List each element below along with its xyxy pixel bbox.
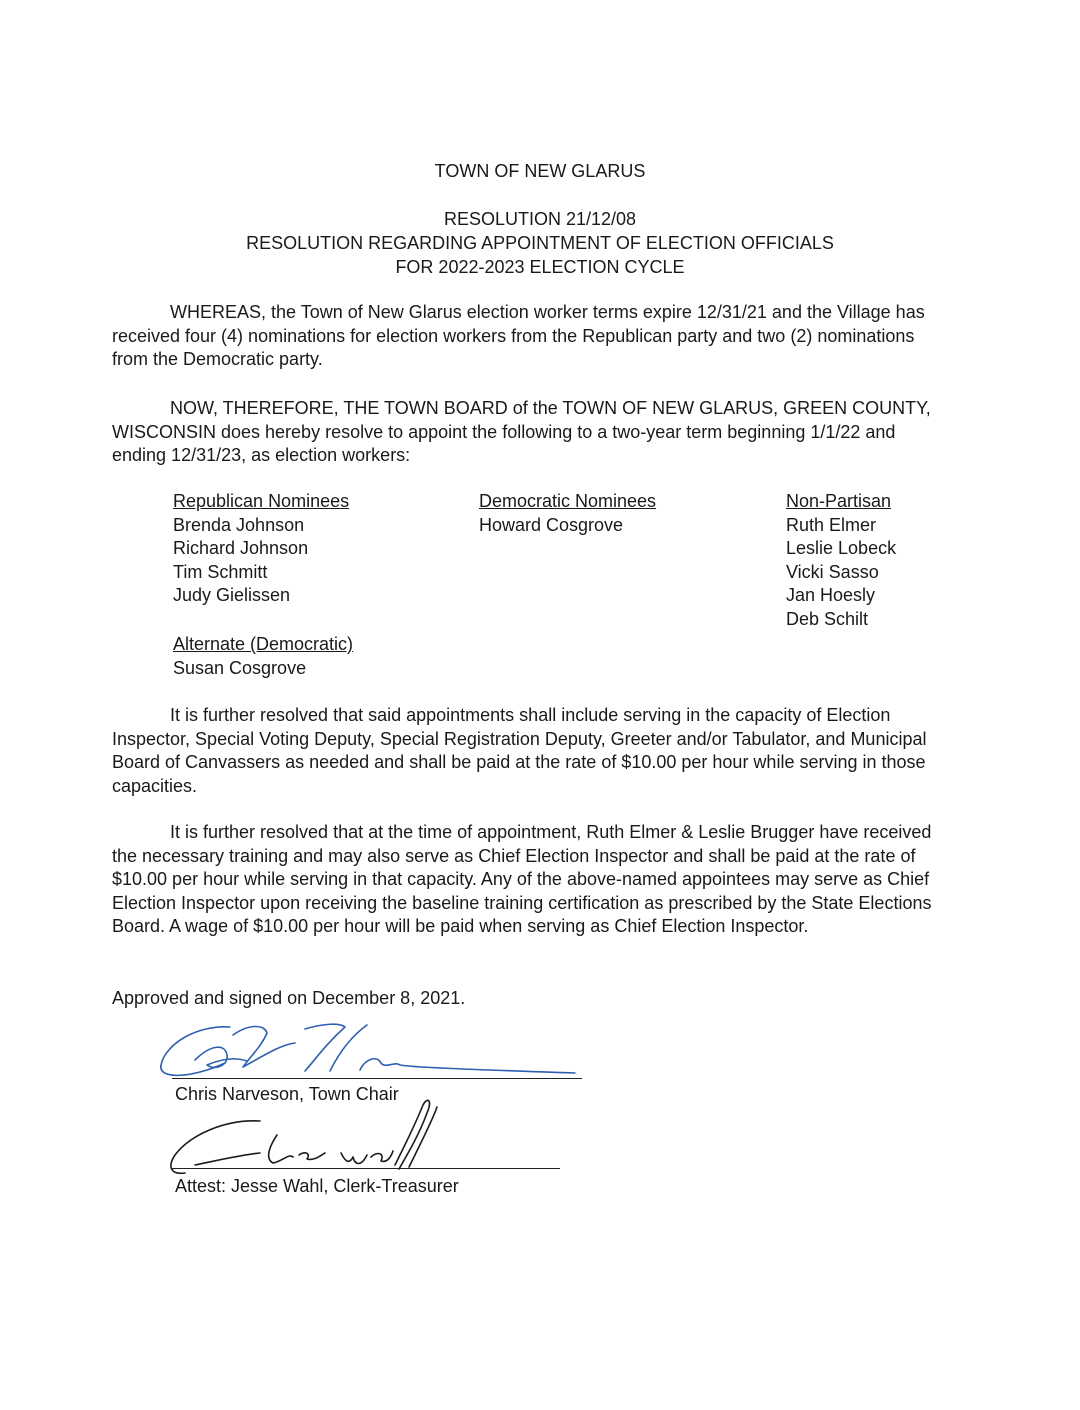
alternate-heading: Alternate (Democratic) bbox=[173, 634, 354, 654]
list-item: Susan Cosgrove bbox=[173, 657, 307, 678]
clerk-label: Attest: Jesse Wahl, Clerk-Treasurer bbox=[175, 1176, 459, 1196]
list-item: Richard Johnson bbox=[173, 538, 309, 558]
republican-nominees-heading: Republican Nominees bbox=[173, 491, 350, 511]
republican-nominees-list bbox=[173, 490, 349, 608]
list-item: Howard Cosgrove bbox=[479, 514, 624, 535]
town-heading: TOWN OF NEW GLARUS bbox=[434, 161, 646, 181]
democratic-nominees-list bbox=[479, 490, 656, 537]
clerk-signature-line bbox=[172, 1168, 560, 1169]
alternate-list bbox=[173, 633, 353, 680]
further-resolved-paragraph-2: It is further resolved that at the time of appointment, Ruth Elmer & Leslie Brugger have received the necessary training and may also serve as Chief Election Inspector and shall be paid at the rate of $10.00 per hour while serving in that capacity. Any of the above-named appointees may serve as Chief Election Inspector upon receiving the baseline training certification as prescribed by the State Elections Board. A wage of $10.00 per hour will be paid when serving as Chief Election Inspector. bbox=[112, 822, 932, 936]
approved-line: Approved and signed on December 8, 2021. bbox=[112, 988, 466, 1008]
non-partisan-heading: Non-Partisan bbox=[786, 491, 892, 511]
list-item: Vicki Sasso bbox=[786, 561, 879, 582]
resolution-cycle: FOR 2022-2023 ELECTION CYCLE bbox=[395, 257, 685, 277]
chair-label: Chris Narveson, Town Chair bbox=[175, 1084, 399, 1104]
list-item: Brenda Johnson bbox=[173, 514, 305, 535]
resolution-number: RESOLUTION 21/12/08 bbox=[443, 209, 637, 229]
list-item: Leslie Lobeck bbox=[786, 538, 897, 558]
non-partisan-list bbox=[786, 490, 896, 631]
list-item: Ruth Elmer bbox=[786, 514, 877, 535]
further-resolved-paragraph-1: It is further resolved that said appointments shall include serving in the capacity of Election Inspector, Special Voting Deputy, Special Registration Deputy, Greeter and/or Tabulator, and Municipal Board of Canvassers as needed and shall be paid at the rate of $10.00 per hour while serving in those capacities. bbox=[112, 705, 927, 796]
list-item: Tim Schmitt bbox=[173, 561, 268, 582]
resolution-title: RESOLUTION REGARDING APPOINTMENT OF ELECTION OFFICIALS bbox=[246, 233, 834, 253]
list-item: Jan Hoesly bbox=[786, 585, 876, 605]
clerk-signature bbox=[165, 1095, 465, 1185]
list-item: Judy Gielissen bbox=[173, 585, 291, 605]
chair-signature-line bbox=[172, 1078, 582, 1079]
list-item: Deb Schilt bbox=[786, 608, 869, 629]
democratic-nominees-heading: Democratic Nominees bbox=[479, 491, 657, 511]
now-therefore-paragraph: NOW, THEREFORE, THE TOWN BOARD of the TOWN OF NEW GLARUS, GREEN COUNTY, WISCONSIN does hereby resolve to appoint the following to a two-year term beginning 1/1/22 and ending 12/31/23, as election workers: bbox=[112, 398, 931, 465]
whereas-paragraph: WHEREAS, the Town of New Glarus election worker terms expire 12/31/21 and the Village has received four (4) nominations for election workers from the Republican party and two (2) nominations from the Democratic party. bbox=[112, 302, 925, 369]
